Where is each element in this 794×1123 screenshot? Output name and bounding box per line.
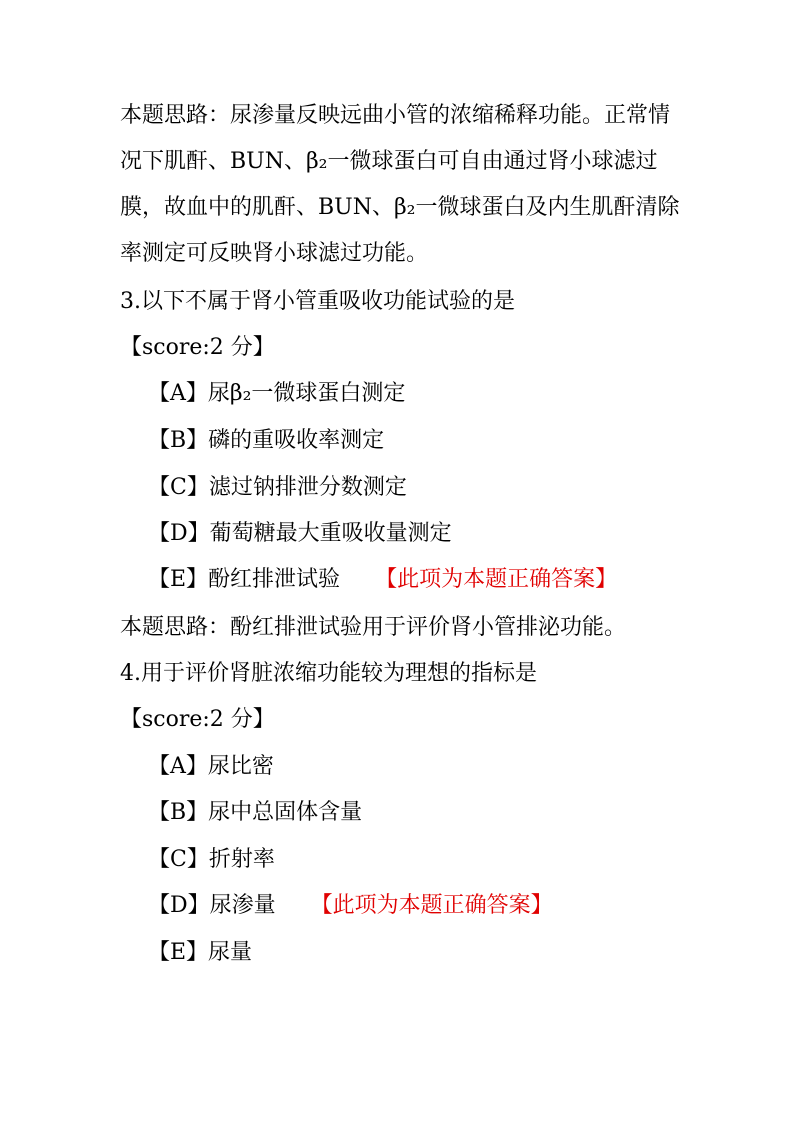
question-3-option-e [148,557,617,603]
question-3-stem: 3.以下不属于肾小管重吸收功能试验的是 [120,289,515,314]
option-label: 【B】尿中总固体含量 [148,800,363,825]
correct-answer-marker: 【此项为本题正确答案】 [375,567,618,592]
question-4-option-d [148,883,553,929]
option-label: 【E】酚红排泄试验 [148,567,341,592]
option-label: 【C】滤过钠排泄分数测定 [148,475,407,500]
option-label: 【C】折射率 [148,847,275,872]
question-3-option-d [148,511,452,557]
question-3-option-c [148,465,407,511]
question-4-option-a [148,744,274,790]
question-4-option-e [148,930,252,976]
option-label: 【A】尿β₂一微球蛋白测定 [148,381,406,406]
question-4-stem: 4.用于评价肾脏浓缩功能较为理想的指标是 [120,661,537,686]
option-label: 【D】尿渗量 [148,893,276,918]
question-4-option-b [148,790,362,836]
option-label: 【B】磷的重吸收率测定 [148,428,385,453]
explanation-q3: 本题思路：酚红排泄试验用于评价肾小管排泌功能。 [120,615,627,640]
option-label: 【A】尿比密 [148,754,274,779]
question-3-option-a [148,371,405,417]
question-3-option-b [148,418,384,464]
correct-answer-marker: 【此项为本题正确答案】 [310,893,553,918]
option-label: 【E】尿量 [148,940,253,965]
option-label: 【D】葡萄糖最大重吸收量测定 [148,521,452,546]
question-4-option-c [148,837,275,883]
question-4-score: 【score:2 分】 [120,707,275,732]
question-3-score: 【score:2 分】 [120,335,275,360]
explanation-q2: 本题思路：尿渗量反映远曲小管的浓缩稀释功能。正常情况下肌酐、BUN、β₂一微球蛋白可自由通过肾小球滤过膜，故血中的肌酐、BUN、β₂一微球蛋白及内生肌酐清除率测定可反映肾小球滤过功能。 [120,103,680,266]
